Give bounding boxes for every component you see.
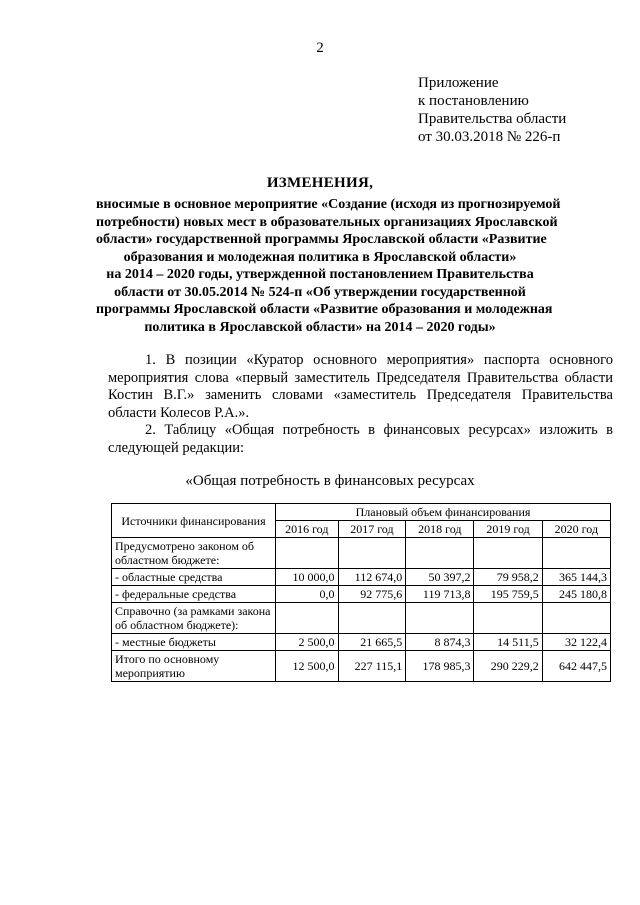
row-label: Предусмотрено законом об областном бюджете: (112, 538, 276, 569)
subtitle-line: области от 30.05.2014 № 524-п «Об утверждении государственной (114, 284, 526, 300)
appendix-line: Приложение (418, 75, 499, 91)
subtitle-line: на 2014 – 2020 годы, утвержденной постановлением Правительства (106, 267, 534, 282)
year-header: 2019 год (474, 521, 542, 538)
table-cell: 21 665,5 (338, 634, 406, 651)
financing-table (111, 503, 611, 682)
table-cell: 642 447,5 (542, 651, 610, 682)
table-cell: 195 759,5 (474, 586, 542, 603)
table-cell (406, 538, 474, 569)
table-row (112, 603, 611, 634)
year-header: 2017 год (338, 521, 406, 538)
table-cell (276, 603, 339, 634)
row-label: Справочно (за рамками закона об областном бюджете): (112, 603, 276, 634)
subtitle-line: области» государственной программы Ярославской области «Развитие (96, 232, 547, 247)
table-row (112, 651, 611, 682)
table-cell: 0,0 (276, 586, 339, 603)
table-cell: 32 122,4 (542, 634, 610, 651)
table-cell: 14 511,5 (474, 634, 542, 651)
table-row (112, 569, 611, 586)
table-cell (338, 538, 406, 569)
appendix-line: к постановлению (418, 93, 529, 109)
subtitle-line: образования и молодежная политика в Ярославской области» (123, 249, 517, 265)
table-row (112, 586, 611, 603)
table-cell: 227 115,1 (338, 651, 406, 682)
table-cell: 92 775,6 (338, 586, 406, 603)
table-cell: 365 144,3 (542, 569, 610, 586)
table-cell (338, 603, 406, 634)
paragraph-2: 2. Таблицу «Общая потребность в финансовых ресурсах» изложить в следующей редакции: (108, 422, 613, 456)
appendix-line: от 30.03.2018 № 226-п (418, 129, 561, 145)
year-header: 2018 год (406, 521, 474, 538)
table-cell: 79 958,2 (474, 569, 542, 586)
page-number: 2 (316, 40, 324, 56)
subtitle-line: вносимые в основное мероприятие «Создание (исходя из прогнозируемой (96, 197, 561, 212)
table-cell: 178 985,3 (406, 651, 474, 682)
document-title: ИЗМЕНЕНИЯ, (266, 175, 374, 191)
table-row (112, 538, 611, 569)
table-cell: 50 397,2 (406, 569, 474, 586)
appendix-block (418, 74, 566, 146)
paragraph-1: 1. В позиции «Куратор основного мероприятия» паспорта основного мероприятия слова «первый заместитель Председателя Правительства области Костин В.Г.» заменить словами «заместитель Председателя Правительства области Колесов Р.А.». (108, 352, 613, 421)
subtitle-line: политика в Ярославской области» на 2014 – 2020 годы» (144, 319, 496, 335)
table-cell: 10 000,0 (276, 569, 339, 586)
table-header-row (112, 504, 611, 521)
table-cell (474, 603, 542, 634)
table-cell: 8 874,3 (406, 634, 474, 651)
row-label: - федеральные средства (112, 586, 276, 603)
table-cell (474, 538, 542, 569)
table-cell (276, 538, 339, 569)
table-cell: 119 713,8 (406, 586, 474, 603)
source-header: Источники финансирования (112, 504, 276, 538)
table-caption: «Общая потребность в финансовых ресурсах (185, 473, 475, 489)
table-cell: 112 674,0 (338, 569, 406, 586)
table-cell (542, 538, 610, 569)
subtitle-line: потребности) новых мест в образовательных организациях Ярославской (96, 214, 558, 230)
table-cell (406, 603, 474, 634)
table-cell: 12 500,0 (276, 651, 339, 682)
row-label: - местные бюджеты (112, 634, 276, 651)
year-header: 2020 год (542, 521, 610, 538)
table-cell: 290 229,2 (474, 651, 542, 682)
row-label: - областные средства (112, 569, 276, 586)
table-cell: 2 500,0 (276, 634, 339, 651)
year-header: 2016 год (276, 521, 339, 538)
subtitle-line: программы Ярославской области «Развитие образования и молодежная (96, 302, 553, 317)
table-row (112, 634, 611, 651)
appendix-line: Правительства области (418, 111, 567, 127)
table-cell: 245 180,8 (542, 586, 610, 603)
row-label: Итого по основному мероприятию (112, 651, 276, 682)
table-cell (542, 603, 610, 634)
group-header: Плановый объем финансирования (276, 504, 611, 521)
document-subtitle (96, 196, 561, 336)
